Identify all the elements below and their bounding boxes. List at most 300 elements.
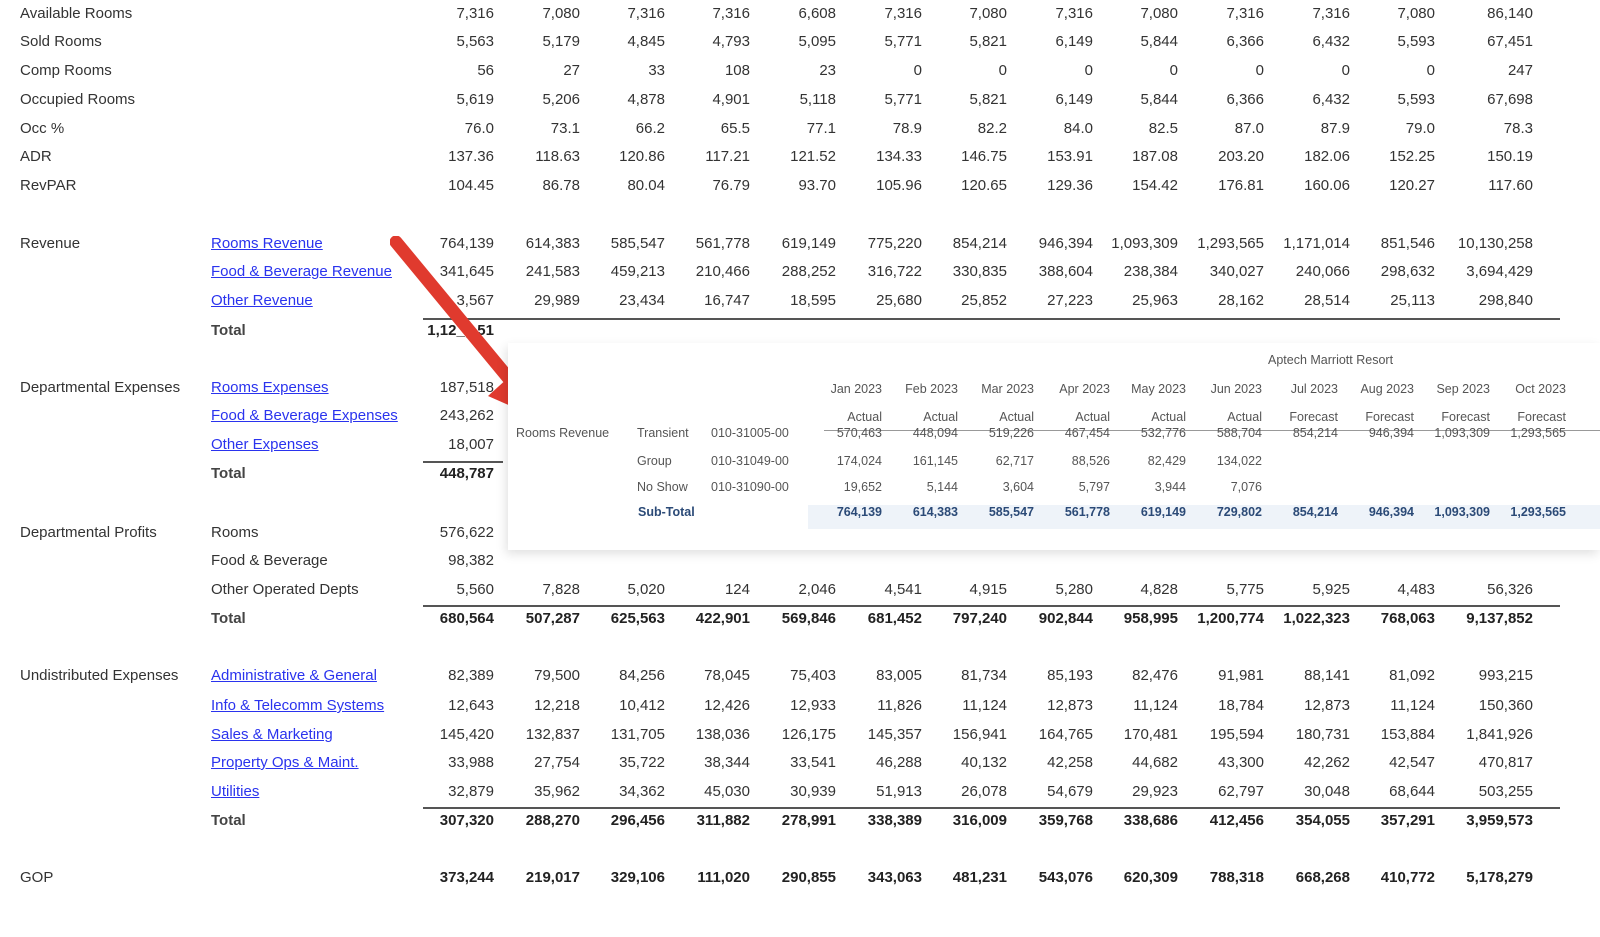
total-rule xyxy=(423,605,1560,607)
value-cell: 902,844 xyxy=(1038,610,1093,627)
value-cell: 330,835 xyxy=(952,263,1007,280)
total-label: Total xyxy=(211,465,246,482)
value-cell: 5,280 xyxy=(1055,581,1093,598)
value-cell: 620,309 xyxy=(1123,869,1178,886)
value-cell: 86.78 xyxy=(542,177,580,194)
value-cell: 481,231 xyxy=(952,869,1007,886)
popup-segment: Transient xyxy=(637,426,689,440)
value-cell: 5,593 xyxy=(1397,91,1435,108)
value-cell: 82.5 xyxy=(1148,120,1178,137)
value-cell: 79,500 xyxy=(534,667,580,684)
value-cell: 46,288 xyxy=(876,754,922,771)
value-cell: 7,080 xyxy=(1140,5,1178,22)
value-cell: 7,316 xyxy=(1226,5,1264,22)
popup-value: 519,226 xyxy=(988,426,1034,440)
value-cell: 448,787 xyxy=(439,465,494,482)
value-cell: 28,162 xyxy=(1218,292,1264,309)
value-cell: 111,020 xyxy=(697,869,750,886)
popup-category: Rooms Revenue xyxy=(516,426,610,440)
undistributed-link[interactable]: Sales & Marketing xyxy=(211,726,333,743)
value-cell: 7,316 xyxy=(456,5,494,22)
value-cell: 247 xyxy=(1507,62,1533,79)
value-cell: 43,300 xyxy=(1218,754,1264,771)
value-cell: 108 xyxy=(724,62,750,79)
value-cell: 23,434 xyxy=(619,292,665,309)
undistributed-row xyxy=(0,667,1600,691)
value-cell: 5,821 xyxy=(969,91,1007,108)
value-cell: 6,608 xyxy=(798,5,836,22)
section-title: Departmental Profits xyxy=(20,524,157,541)
popup-subtotal-value: 561,778 xyxy=(1064,505,1110,519)
value-cell: 5,619 xyxy=(456,91,494,108)
stat-label: RevPAR xyxy=(20,177,77,194)
value-cell: 3,694,429 xyxy=(1466,263,1533,280)
revenue-link[interactable]: Rooms Revenue xyxy=(211,235,323,252)
value-cell: 78.9 xyxy=(892,120,922,137)
value-cell: 84.0 xyxy=(1063,120,1093,137)
value-cell: 28,514 xyxy=(1304,292,1350,309)
value-cell: 56,326 xyxy=(1487,581,1533,598)
popup-subtotal-value: 729,802 xyxy=(1216,505,1262,519)
value-cell: 156,941 xyxy=(952,726,1007,743)
value-cell: 18,595 xyxy=(790,292,836,309)
value-cell: 65.5 xyxy=(720,120,750,137)
value-cell: 121.52 xyxy=(790,148,836,165)
value-cell: 354,055 xyxy=(1295,812,1350,829)
value-cell: 160.06 xyxy=(1304,177,1350,194)
total-rule xyxy=(423,318,1560,320)
value-cell: 182.06 xyxy=(1304,148,1350,165)
value-cell: 316,722 xyxy=(867,263,922,280)
value-cell: 7,316 xyxy=(1055,5,1093,22)
value-cell: 9,137,852 xyxy=(1466,610,1533,627)
popup-value: 1,093,309 xyxy=(1434,426,1490,440)
popup-type-header: Actual xyxy=(999,410,1034,424)
value-cell: 29,989 xyxy=(534,292,580,309)
popup-month-header: Jun 2023 xyxy=(1210,382,1262,396)
popup-value: 854,214 xyxy=(1292,426,1338,440)
value-cell: 152.25 xyxy=(1389,148,1435,165)
revenue-row xyxy=(0,235,1600,259)
value-cell: 38,344 xyxy=(704,754,750,771)
value-cell: 35,962 xyxy=(534,783,580,800)
value-cell: 5,775 xyxy=(1226,581,1264,598)
value-cell: 311,882 xyxy=(696,812,750,829)
value-cell: 340,027 xyxy=(1209,263,1264,280)
value-cell: 288,270 xyxy=(525,812,580,829)
popup-value: 174,024 xyxy=(836,454,882,468)
value-cell: 33 xyxy=(648,62,665,79)
value-cell: 290,855 xyxy=(781,869,836,886)
value-cell: 6,366 xyxy=(1226,33,1264,50)
value-cell: 150,360 xyxy=(1478,697,1533,714)
stat-row xyxy=(0,62,1600,86)
value-cell: 79.0 xyxy=(1405,120,1435,137)
value-cell: 7,080 xyxy=(969,5,1007,22)
value-cell: 5,821 xyxy=(969,33,1007,50)
value-cell: 5,206 xyxy=(542,91,580,108)
value-cell: 3,567 xyxy=(456,292,494,309)
value-cell: 4,915 xyxy=(969,581,1007,598)
value-cell: 0 xyxy=(1084,62,1093,79)
value-cell: 154.42 xyxy=(1132,177,1178,194)
value-cell: 5,178,279 xyxy=(1466,869,1533,886)
profit-row xyxy=(0,552,1600,576)
value-cell: 11,124 xyxy=(962,697,1007,714)
stat-row xyxy=(0,120,1600,144)
undistributed-link[interactable]: Administrative & General xyxy=(211,667,377,684)
value-cell: 410,772 xyxy=(1380,869,1435,886)
value-cell: 82,389 xyxy=(448,667,494,684)
value-cell: 543,076 xyxy=(1038,869,1093,886)
value-cell: 946,394 xyxy=(1038,235,1093,252)
value-cell: 296,456 xyxy=(610,812,665,829)
value-cell: 77.1 xyxy=(806,120,836,137)
revenue-detail-popup xyxy=(508,343,1600,550)
value-cell: 75,403 xyxy=(790,667,836,684)
section-title: Revenue xyxy=(20,235,81,252)
value-cell: 29,923 xyxy=(1132,783,1178,800)
value-cell: 4,901 xyxy=(712,91,750,108)
value-cell: 298,632 xyxy=(1380,263,1435,280)
value-cell: 373,244 xyxy=(439,869,494,886)
value-cell: 30,939 xyxy=(790,783,836,800)
value-cell: 78,045 xyxy=(704,667,750,684)
revenue-link[interactable]: Other Revenue xyxy=(211,292,313,309)
total-label: Total xyxy=(211,610,246,627)
value-cell: 42,258 xyxy=(1047,754,1093,771)
undistributed-link[interactable]: Utilities xyxy=(211,783,260,800)
undistributed-row xyxy=(0,754,1600,778)
value-cell: 11,124 xyxy=(1390,697,1435,714)
value-cell: 388,604 xyxy=(1038,263,1093,280)
value-cell: 104.45 xyxy=(448,177,494,194)
value-cell: 54,679 xyxy=(1047,783,1093,800)
popup-value: 3,944 xyxy=(1154,480,1186,494)
popup-month-header: Apr 2023 xyxy=(1059,382,1110,396)
value-cell: 5,020 xyxy=(627,581,665,598)
popup-value: 532,776 xyxy=(1140,426,1186,440)
profit-label: Rooms xyxy=(211,524,259,541)
value-cell: 27,754 xyxy=(534,754,580,771)
value-cell: 84,256 xyxy=(619,667,665,684)
popup-type-header: Actual xyxy=(1151,410,1186,424)
value-cell: 67,698 xyxy=(1487,91,1533,108)
stat-label: Comp Rooms xyxy=(20,62,112,79)
value-cell: 0 xyxy=(1169,62,1178,79)
revenue-row xyxy=(0,263,1600,287)
value-cell: 91,981 xyxy=(1218,667,1264,684)
value-cell: 459,213 xyxy=(610,263,665,280)
value-cell: 10,130,258 xyxy=(1457,235,1533,252)
value-cell: 131,705 xyxy=(610,726,665,743)
value-cell: 180,731 xyxy=(1295,726,1350,743)
value-cell: 307,320 xyxy=(439,812,494,829)
expense-link[interactable]: Other Expenses xyxy=(211,436,319,453)
value-cell: 18,007 xyxy=(448,436,494,453)
value-cell: 153.91 xyxy=(1047,148,1093,165)
popup-value: 3,604 xyxy=(1002,480,1034,494)
popup-value: 946,394 xyxy=(1368,426,1414,440)
value-cell: 170,481 xyxy=(1123,726,1178,743)
total-rule xyxy=(423,807,1560,809)
popup-month-header: Feb 2023 xyxy=(905,382,958,396)
value-cell: 4,483 xyxy=(1397,581,1435,598)
popup-type-header: Forecast xyxy=(1365,410,1414,424)
value-cell: 67,451 xyxy=(1487,33,1533,50)
value-cell: 12,873 xyxy=(1304,697,1350,714)
undistributed-row xyxy=(0,783,1600,807)
value-cell: 78.3 xyxy=(1503,120,1533,137)
value-cell: 42,547 xyxy=(1389,754,1435,771)
value-cell: 5,179 xyxy=(542,33,580,50)
expense-link[interactable]: Rooms Expenses xyxy=(211,379,329,396)
value-cell: 1,841,926 xyxy=(1466,726,1533,743)
value-cell: 6,149 xyxy=(1055,33,1093,50)
popup-month-header: Jan 2023 xyxy=(830,382,882,396)
value-cell: 5,118 xyxy=(799,91,836,108)
popup-segment: No Show xyxy=(637,480,688,494)
value-cell: 25,963 xyxy=(1132,292,1178,309)
value-cell: 7,316 xyxy=(1312,5,1350,22)
value-cell: 120.86 xyxy=(619,148,665,165)
value-cell: 88,141 xyxy=(1304,667,1350,684)
value-cell: 240,066 xyxy=(1295,263,1350,280)
popup-segment: Group xyxy=(637,454,672,468)
value-cell: 87.9 xyxy=(1320,120,1350,137)
value-cell: 80.04 xyxy=(627,177,665,194)
gop-row xyxy=(0,869,1600,893)
section-title: Undistributed Expenses xyxy=(20,667,179,684)
value-cell: 625,563 xyxy=(610,610,665,627)
value-cell: 25,852 xyxy=(961,292,1007,309)
popup-title: Aptech Marriott Resort xyxy=(1268,353,1394,367)
popup-month-header: Jul 2023 xyxy=(1290,382,1338,396)
value-cell: 680,564 xyxy=(439,610,494,627)
value-cell: 176.81 xyxy=(1218,177,1264,194)
value-cell: 76.79 xyxy=(712,177,750,194)
value-cell: 5,771 xyxy=(884,91,922,108)
value-cell: 1,093,309 xyxy=(1111,235,1178,252)
value-cell: 470,817 xyxy=(1478,754,1533,771)
popup-value: 82,429 xyxy=(1147,454,1186,468)
total-label: Total xyxy=(211,322,246,339)
stat-row xyxy=(0,148,1600,172)
value-cell: 40,132 xyxy=(961,754,1007,771)
value-cell: 137.36 xyxy=(448,148,494,165)
popup-subtotal-value: 619,149 xyxy=(1140,505,1186,519)
value-cell: 854,214 xyxy=(952,235,1007,252)
value-cell: 503,255 xyxy=(1478,783,1533,800)
value-cell: 298,840 xyxy=(1478,292,1533,309)
profit-label: Food & Beverage xyxy=(211,552,328,569)
value-cell: 775,220 xyxy=(867,235,922,252)
value-cell: 30,048 xyxy=(1304,783,1350,800)
value-cell: 12,933 xyxy=(790,697,836,714)
undistributed-link[interactable]: Info & Telecomm Systems xyxy=(211,697,385,714)
value-cell: 12,426 xyxy=(704,697,750,714)
value-cell: 85,193 xyxy=(1047,667,1093,684)
value-cell: 27 xyxy=(563,62,580,79)
profit-label: Other Operated Depts xyxy=(211,581,359,598)
popup-value: 5,144 xyxy=(926,480,958,494)
popup-value: 588,704 xyxy=(1216,426,1262,440)
value-cell: 12,873 xyxy=(1047,697,1093,714)
value-cell: 4,793 xyxy=(712,33,750,50)
value-cell: 12,218 xyxy=(534,697,580,714)
value-cell: 87.0 xyxy=(1234,120,1264,137)
value-cell: 5,095 xyxy=(798,33,836,50)
value-cell: 1,171,014 xyxy=(1283,235,1350,252)
section-title: Departmental Expenses xyxy=(20,379,181,396)
value-cell: 164,765 xyxy=(1038,726,1093,743)
stat-label: ADR xyxy=(20,148,52,165)
value-cell: 51,913 xyxy=(876,783,922,800)
value-cell: 422,901 xyxy=(695,610,750,627)
value-cell: 27,223 xyxy=(1047,292,1093,309)
value-cell: 4,828 xyxy=(1140,581,1178,598)
value-cell: 44,682 xyxy=(1132,754,1178,771)
value-cell: 18,784 xyxy=(1218,697,1264,714)
value-cell: 35,722 xyxy=(619,754,665,771)
popup-value: 7,076 xyxy=(1230,480,1262,494)
value-cell: 7,080 xyxy=(542,5,580,22)
undistributed-total-row xyxy=(0,812,1600,836)
value-cell: 25,680 xyxy=(876,292,922,309)
total-rule xyxy=(423,461,503,463)
value-cell: 66.2 xyxy=(635,120,665,137)
value-cell: 1,12_,_51 xyxy=(427,322,494,339)
value-cell: 86,140 xyxy=(1487,5,1533,22)
value-cell: 569,846 xyxy=(781,610,836,627)
popup-account: 010-31005-00 xyxy=(711,426,789,440)
value-cell: 3,959,573 xyxy=(1466,812,1533,829)
popup-type-header: Forecast xyxy=(1517,410,1566,424)
popup-value: 1,293,565 xyxy=(1510,426,1566,440)
value-cell: 5,771 xyxy=(884,33,922,50)
popup-month-header: Oct 2023 xyxy=(1515,382,1566,396)
value-cell: 32,879 xyxy=(448,783,494,800)
value-cell: 0 xyxy=(998,62,1007,79)
value-cell: 278,991 xyxy=(781,812,836,829)
value-cell: 243,262 xyxy=(439,407,494,424)
popup-value: 5,797 xyxy=(1078,480,1110,494)
value-cell: 203.20 xyxy=(1218,148,1264,165)
value-cell: 187,518 xyxy=(439,379,494,396)
total-label: Total xyxy=(211,812,246,829)
value-cell: 788,318 xyxy=(1209,869,1264,886)
popup-subtotal-value: 1,293,565 xyxy=(1510,505,1566,519)
popup-type-header: Actual xyxy=(923,410,958,424)
value-cell: 129.36 xyxy=(1047,177,1093,194)
value-cell: 210,466 xyxy=(695,263,750,280)
value-cell: 797,240 xyxy=(952,610,1007,627)
popup-month-header: Mar 2023 xyxy=(981,382,1034,396)
popup-subtotal-label: Sub-Total xyxy=(638,505,695,519)
value-cell: 329,106 xyxy=(610,869,665,886)
value-cell: 1,022,323 xyxy=(1283,610,1350,627)
stat-row xyxy=(0,5,1600,29)
value-cell: 6,432 xyxy=(1312,91,1350,108)
value-cell: 120.27 xyxy=(1389,177,1435,194)
popup-month-header: Aug 2023 xyxy=(1360,382,1414,396)
value-cell: 507,287 xyxy=(525,610,580,627)
value-cell: 585,547 xyxy=(610,235,665,252)
value-cell: 764,139 xyxy=(439,235,494,252)
value-cell: 5,844 xyxy=(1140,91,1178,108)
value-cell: 993,215 xyxy=(1478,667,1533,684)
value-cell: 23 xyxy=(819,62,836,79)
gop-label: GOP xyxy=(20,869,54,886)
value-cell: 34,362 xyxy=(619,783,665,800)
undistributed-link[interactable]: Property Ops & Maint. xyxy=(211,754,359,771)
value-cell: 82.2 xyxy=(977,120,1007,137)
value-cell: 93.70 xyxy=(798,177,836,194)
stat-label: Occupied Rooms xyxy=(20,91,136,108)
value-cell: 6,432 xyxy=(1312,33,1350,50)
value-cell: 195,594 xyxy=(1209,726,1264,743)
popup-type-header: Forecast xyxy=(1289,410,1338,424)
value-cell: 98,382 xyxy=(448,552,494,569)
value-cell: 7,828 xyxy=(542,581,580,598)
popup-row xyxy=(508,426,1600,450)
popup-subtotal-row xyxy=(638,505,1600,529)
value-cell: 33,988 xyxy=(448,754,494,771)
popup-subtotal-value: 946,394 xyxy=(1368,505,1414,519)
stat-row xyxy=(0,91,1600,115)
value-cell: 359,768 xyxy=(1038,812,1093,829)
stat-row xyxy=(0,177,1600,201)
value-cell: 62,797 xyxy=(1218,783,1264,800)
stat-row xyxy=(0,33,1600,57)
popup-account: 010-31049-00 xyxy=(711,454,789,468)
value-cell: 83,005 xyxy=(876,667,922,684)
value-cell: 0 xyxy=(913,62,922,79)
value-cell: 145,420 xyxy=(439,726,494,743)
value-cell: 153,884 xyxy=(1380,726,1435,743)
value-cell: 146.75 xyxy=(961,148,1007,165)
value-cell: 81,092 xyxy=(1389,667,1435,684)
value-cell: 6,149 xyxy=(1055,91,1093,108)
revenue-link[interactable]: Food & Beverage Revenue xyxy=(211,263,392,280)
popup-subtotal-value: 585,547 xyxy=(988,505,1034,519)
value-cell: 338,686 xyxy=(1123,812,1178,829)
value-cell: 118.63 xyxy=(535,148,580,165)
value-cell: 42,262 xyxy=(1304,754,1350,771)
value-cell: 134.33 xyxy=(876,148,922,165)
value-cell: 11,124 xyxy=(1133,697,1178,714)
popup-type-header: Actual xyxy=(1075,410,1110,424)
value-cell: 12,643 xyxy=(448,697,494,714)
popup-subtotal-value: 764,139 xyxy=(836,505,882,519)
profit-total-row xyxy=(0,610,1600,634)
value-cell: 958,995 xyxy=(1123,610,1178,627)
value-cell: 126,175 xyxy=(781,726,836,743)
value-cell: 561,778 xyxy=(695,235,750,252)
value-cell: 338,389 xyxy=(867,812,922,829)
value-cell: 343,063 xyxy=(867,869,922,886)
popup-subtotal-value: 854,214 xyxy=(1292,505,1338,519)
value-cell: 768,063 xyxy=(1380,610,1435,627)
value-cell: 82,476 xyxy=(1132,667,1178,684)
popup-row xyxy=(508,480,1600,504)
popup-type-header: Actual xyxy=(1227,410,1262,424)
value-cell: 0 xyxy=(1255,62,1264,79)
popup-value: 88,526 xyxy=(1071,454,1110,468)
value-cell: 138,036 xyxy=(695,726,750,743)
value-cell: 7,080 xyxy=(1397,5,1435,22)
expense-link[interactable]: Food & Beverage Expenses xyxy=(211,407,398,424)
